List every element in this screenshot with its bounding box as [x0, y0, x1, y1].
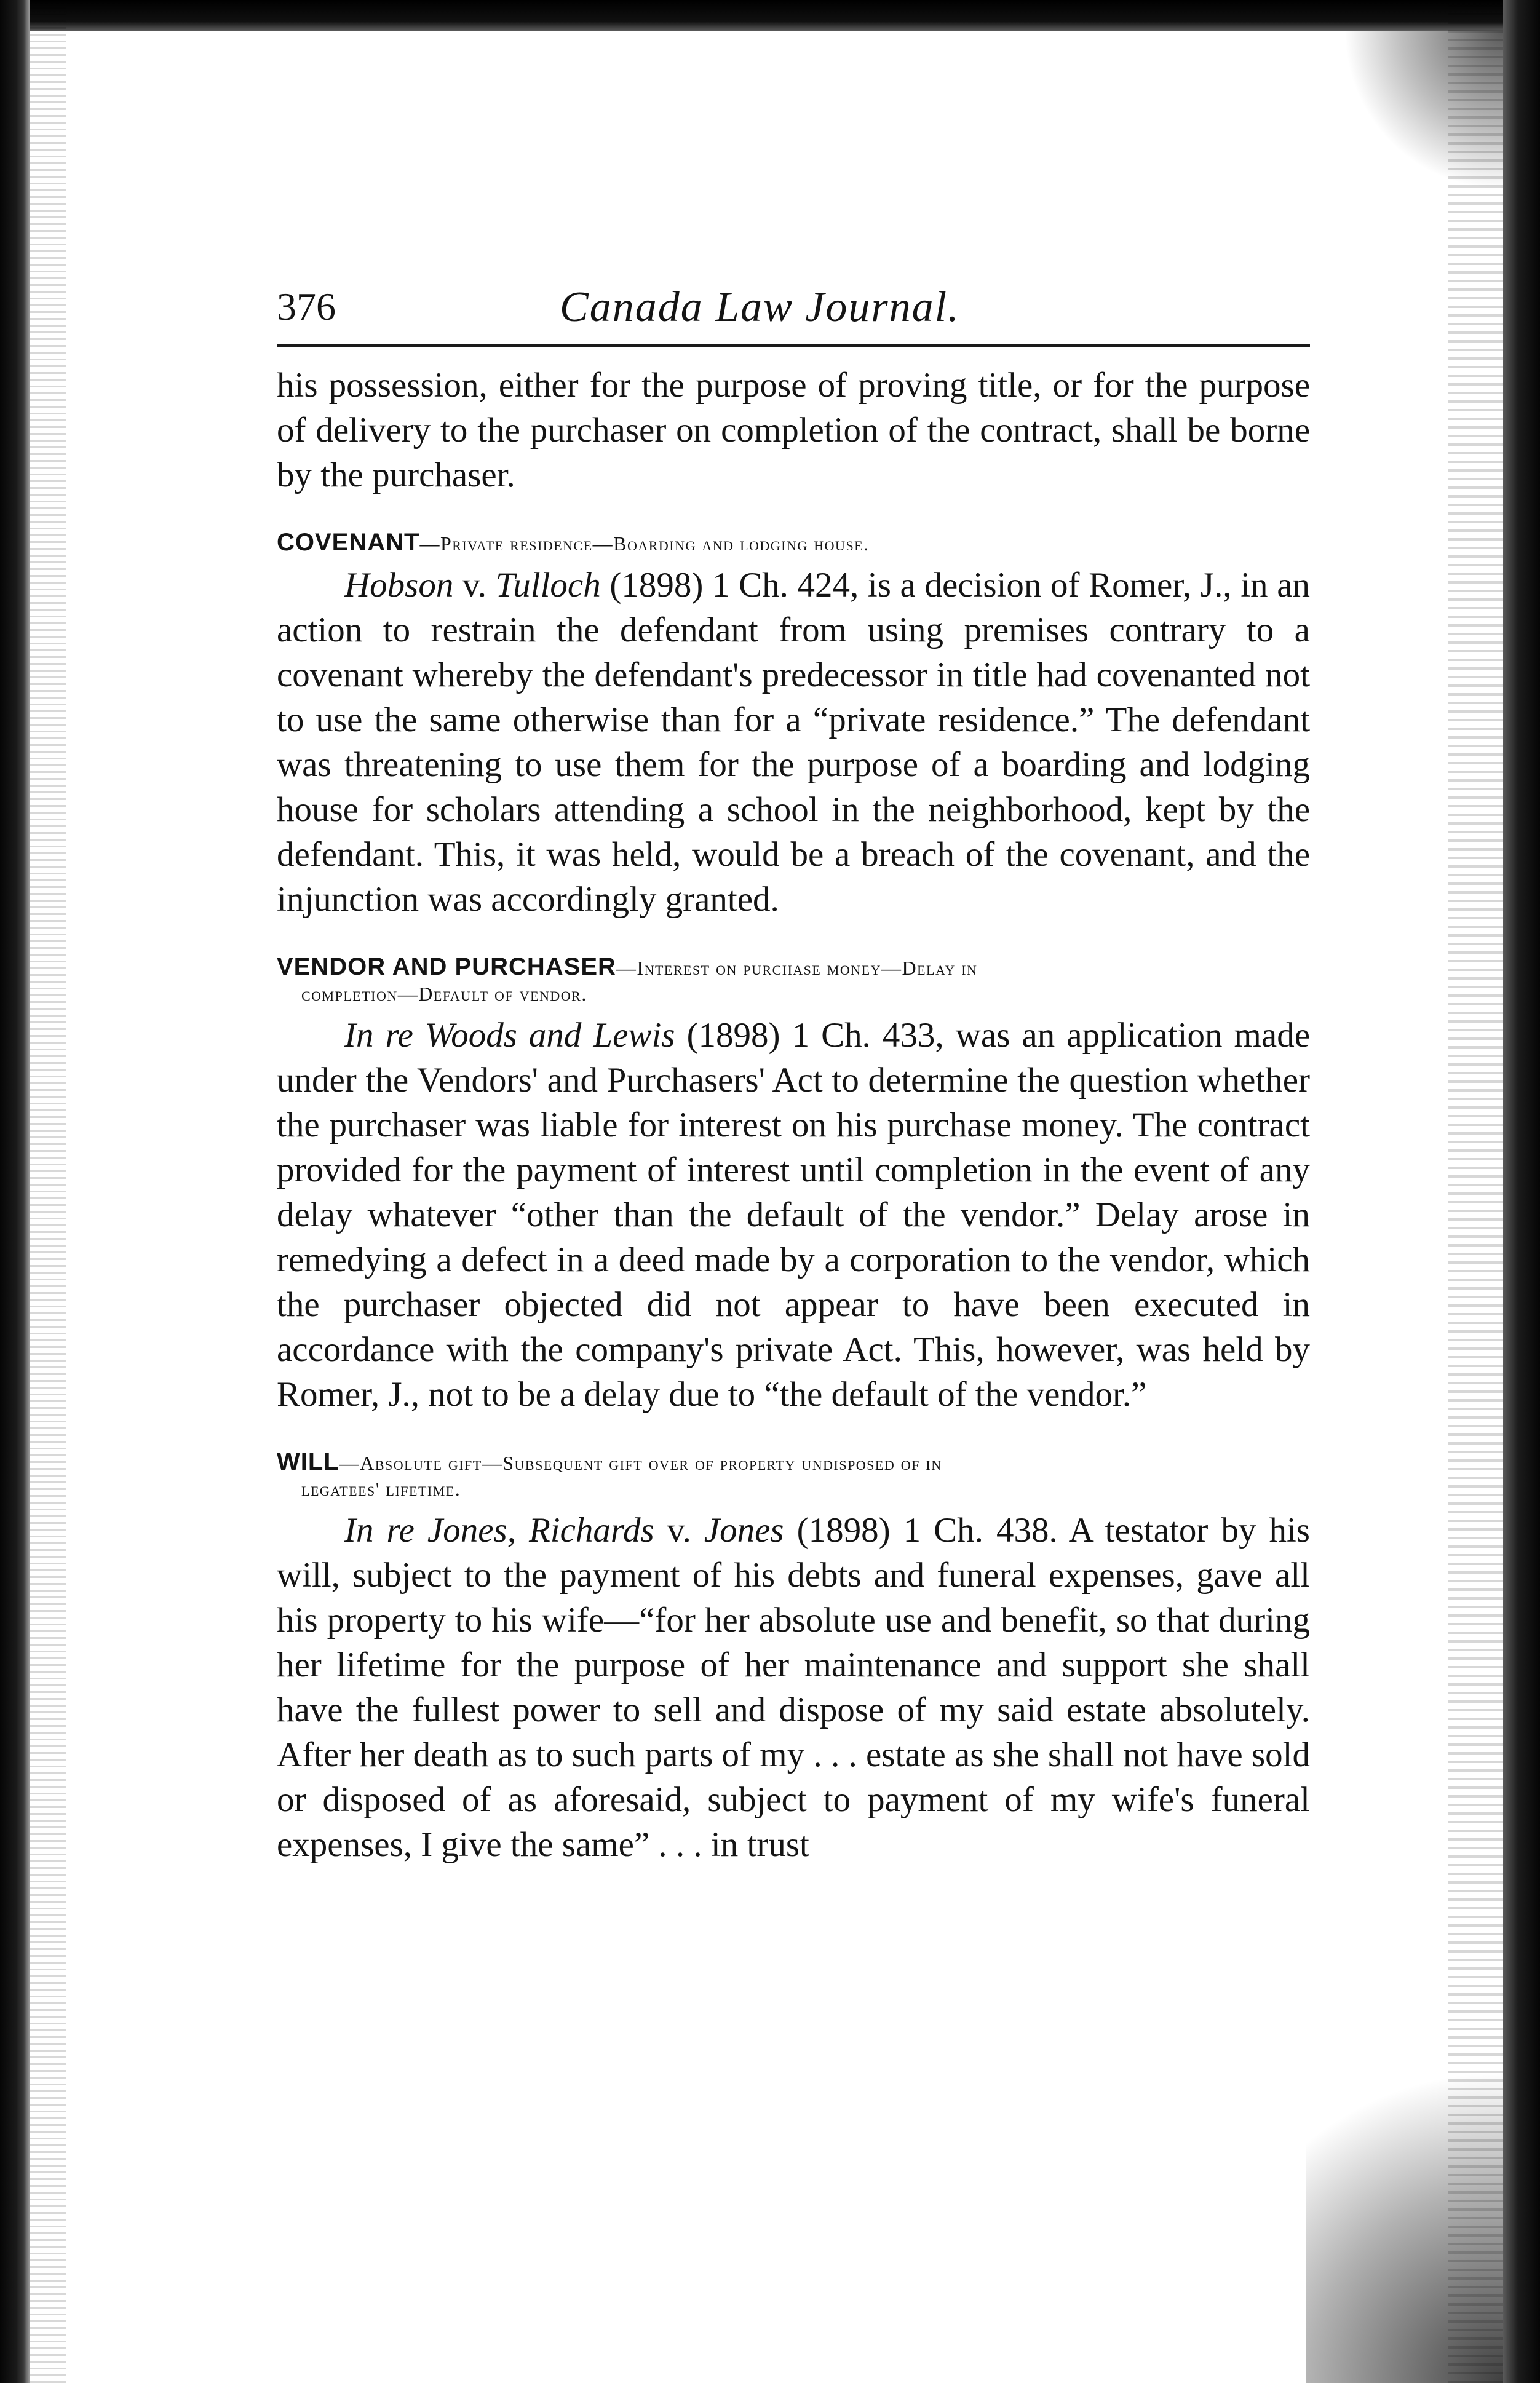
- section-heading-will: [277, 1449, 1310, 1502]
- vendor-paragraph: In re Woods and Lewis (1898) 1 Ch. 433, was an application made under the Vendors' and Purchasers' Act to determine the question whether the purchaser was liable for interest on his purchase money. The contract provided for the payment of interest until completion in the event of any delay whatever “other than the default of the vendor.” Delay arose in remedying a defect in a deed made by a corporation to the vendor, which the purchaser objected did not appear to have been executed in accordance with the company's private Act. This, however, was held by Romer, J., not to be a delay due to “the default of the vendor.”: [277, 1016, 1310, 1414]
- heading-subject: —Absolute gift—Subsequent gift over of property undisposed of in: [339, 1452, 942, 1474]
- section-heading-vendor: [277, 954, 1310, 1007]
- heading-keyword: COVENANT: [277, 529, 420, 556]
- heading-subject-continued: legatees' lifetime.: [301, 1478, 461, 1500]
- journal-page: [277, 277, 1310, 2122]
- case-name: Hobson: [344, 566, 454, 605]
- will-paragraph: In re Jones, Richards v. Jones (1898) 1 Ch. 438. A testator by his will, subject to the payment of his debts and funeral expenses, gave all his property to his wife—“for her absolute use and benefit, so that during her lifetime for the purpose of her maintenance and support she shall have the fullest power to sell and dispose of my said estate absolutely. After her death as to such parts of my . . . estate as she shall not have sold or disposed of as aforesaid, subject to payment of my wife's funeral expenses, I give the same” . . . in trust: [277, 1511, 1310, 1864]
- page-number: 376: [277, 285, 336, 328]
- heading-keyword: WILL: [277, 1448, 339, 1475]
- covenant-paragraph: Hobson v. Tulloch (1898) 1 Ch. 424, is a decision of Romer, J., in an action to restrain the defendant from using premises contrary to a covenant whereby the defendant's predecessor in title had covenanted not to use the same otherwise than for a “private residence.” The defendant was threatening to use them for the purpose of a boarding and lodging house for scholars attending a school in the neighborhood, kept by the defendant. This, it was held, would be a breach of the covenant, and the injunction was accordingly granted.: [277, 566, 1310, 919]
- scan-binding-gutter: [0, 0, 30, 2383]
- journal-title: Canada Law Journal.: [560, 284, 960, 331]
- heading-subject-continued: completion—Default of vendor.: [301, 983, 587, 1005]
- case-name: In re Woods and Lewis: [344, 1016, 675, 1055]
- case-name: In re Jones, Richards: [344, 1511, 654, 1550]
- heading-subject: —Interest on purchase money—Delay in: [616, 957, 978, 979]
- scan-corner-shadow-top: [1343, 31, 1503, 191]
- running-head: [277, 277, 1310, 347]
- scan-right-edge: [1503, 0, 1540, 2383]
- heading-subject: —Private residence—Boarding and lodging house.: [419, 533, 870, 555]
- section-heading-covenant: [277, 529, 1310, 557]
- article-body: [277, 347, 1310, 1867]
- scan-top-shadow: [0, 0, 1540, 31]
- case-name: Tulloch: [495, 566, 601, 605]
- scan-corner-shadow-bottom: [1306, 1999, 1503, 2383]
- scan-gutter-texture: [30, 0, 66, 2383]
- case-name: Jones: [704, 1511, 784, 1550]
- intro-paragraph: his possession, either for the purpose of proving title, or for the purpose of delivery to the purchaser on completion of the contract, shall be borne by the purchaser.: [277, 366, 1310, 494]
- heading-keyword: VENDOR AND PURCHASER: [277, 953, 616, 980]
